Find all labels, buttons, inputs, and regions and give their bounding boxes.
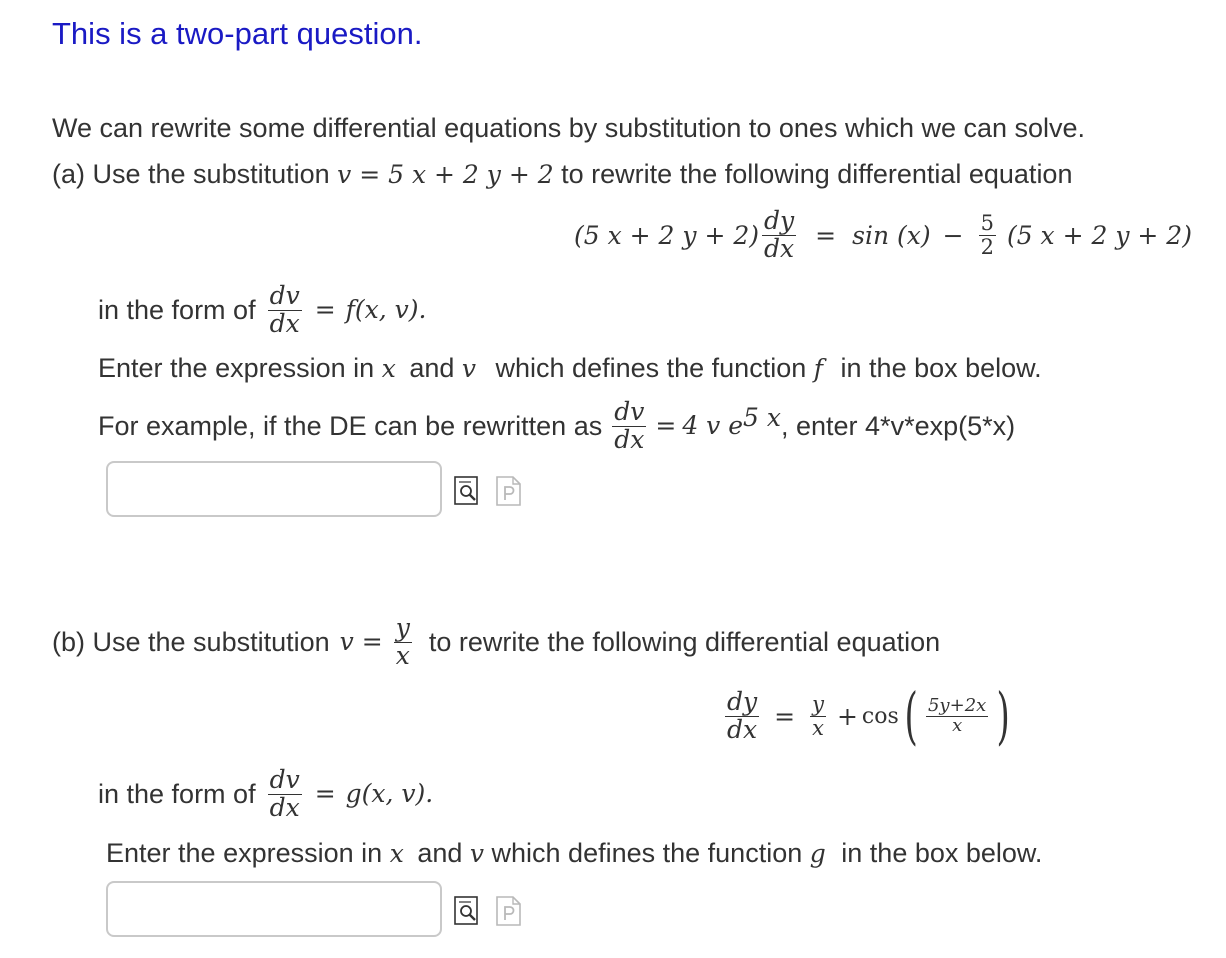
part-a-example-rhs: 4 v e	[682, 411, 744, 440]
eq-b-lparen: (	[904, 679, 918, 752]
part-a-prompt-after: to rewrite the following differential equation	[561, 159, 1073, 189]
eq-b-yx	[810, 693, 826, 738]
part-b-form-prefix: in the form of	[98, 779, 256, 809]
part-b-dv: dv	[269, 765, 300, 795]
part-a-instr-v: v	[461, 354, 477, 383]
eq-b-cos-num: 5y+2x	[927, 694, 987, 716]
part-a-instr-and: and	[409, 353, 455, 383]
eq-b-cos: cos	[861, 703, 899, 729]
eq-b-x: x	[812, 715, 824, 740]
part-a-prompt	[52, 158, 1072, 191]
part-a-dv: dv	[269, 281, 300, 311]
part-b-instr-x: x	[389, 839, 404, 868]
question-title: This is a two-part question.	[52, 16, 423, 51]
p-page-icon[interactable]	[496, 476, 522, 506]
eq-a-rhs-factor: (5 x + 2 y + 2)	[1006, 220, 1192, 250]
part-b-dvdx	[268, 767, 302, 821]
eq-b-dx: dx	[727, 714, 758, 744]
part-b-sub-x: x	[395, 640, 410, 670]
part-a-form-function: f(x, v).	[345, 295, 427, 324]
part-b-prompt-before: (b) Use the substitution	[52, 627, 330, 657]
part-a-equation	[574, 202, 1192, 268]
eq-a-minus: −	[942, 220, 964, 250]
part-b-sub-yx	[394, 615, 412, 669]
eq-b-y: y	[812, 692, 824, 717]
part-a-form-line	[98, 280, 427, 340]
part-a-dvdx	[268, 283, 302, 337]
intro-text: We can rewrite some differential equations by substitution to ones which we can solve.	[52, 113, 1086, 143]
part-a-example-exp: 5 x	[743, 403, 781, 432]
part-b-form-line	[98, 764, 433, 824]
eq-a-five: 5	[980, 211, 994, 236]
part-a-dx: dx	[269, 308, 300, 338]
preview-icon[interactable]	[454, 476, 480, 506]
part-a-example-suffix: , enter 4*v*exp(5*x)	[781, 411, 1016, 441]
part-a-example-dx: dx	[614, 424, 645, 454]
preview-icon[interactable]	[454, 896, 480, 926]
part-b-instr-1: Enter the expression in	[106, 838, 383, 868]
part-b-dx: dx	[269, 792, 300, 822]
part-a-instr-2: which defines the function	[495, 353, 807, 383]
eq-b-cos-arg	[926, 694, 988, 736]
part-a-example	[98, 396, 1015, 456]
part-a-instr-fn: f	[813, 354, 824, 383]
eq-a-dy: dy	[764, 206, 795, 236]
part-b-answer-input[interactable]	[106, 881, 442, 937]
part-a-answer-input[interactable]	[106, 461, 442, 517]
part-b-prompt	[52, 612, 940, 672]
p-page-icon[interactable]	[496, 896, 522, 926]
part-a-example-dvdx	[612, 399, 646, 453]
part-b-instr-fn: g	[809, 839, 826, 868]
part-b-sub-y: y	[395, 613, 410, 643]
part-b-instr-2: which defines the function	[491, 838, 803, 868]
eq-a-sin: sin (x)	[852, 220, 931, 250]
eq-a-lhs-factor: (5 x + 2 y + 2)	[574, 220, 760, 250]
eq-b-dydx	[725, 689, 759, 743]
eq-a-equals: =	[815, 220, 837, 250]
part-a-example-dv: dv	[614, 397, 645, 427]
part-b-instr-and: and	[417, 838, 463, 868]
eq-b-plus: +	[836, 701, 858, 731]
part-b-instr-3: in the box below.	[841, 838, 1043, 868]
eq-a-two: 2	[980, 234, 994, 259]
part-a-example-equals: =	[655, 411, 677, 440]
part-b-sub-equals: =	[361, 627, 383, 656]
eq-b-dy: dy	[727, 687, 758, 717]
part-a-instr-3: in the box below.	[840, 353, 1042, 383]
eq-a-five-halves	[979, 212, 996, 257]
part-a-instr-1: Enter the expression in	[98, 353, 375, 383]
part-a-instr-x: x	[381, 354, 396, 383]
part-b-instruction	[106, 837, 1042, 870]
part-a-form-equals: =	[314, 295, 336, 324]
eq-a-dydx	[762, 208, 796, 262]
part-a-example-prefix: For example, if the DE can be rewritten as	[98, 411, 603, 441]
part-a-prompt-before: (a) Use the substitution	[52, 159, 330, 189]
part-b-form-equals: =	[314, 779, 336, 808]
part-b-prompt-after: to rewrite the following differential equation	[428, 627, 941, 657]
part-a-form-prefix: in the form of	[98, 295, 256, 325]
part-b-form-function: g(x, v).	[345, 779, 434, 808]
part-b-equation	[722, 680, 1016, 752]
eq-a-dx: dx	[764, 233, 795, 263]
part-b-sub-v: v	[339, 627, 354, 656]
eq-b-rparen: )	[996, 679, 1011, 752]
part-a-instruction	[98, 352, 1042, 385]
eq-b-equals: =	[774, 701, 796, 731]
part-b-instr-v: v	[469, 839, 485, 868]
eq-b-cos-den: x	[952, 714, 963, 736]
part-a-substitution: v = 5 x + 2 y + 2	[337, 160, 554, 189]
